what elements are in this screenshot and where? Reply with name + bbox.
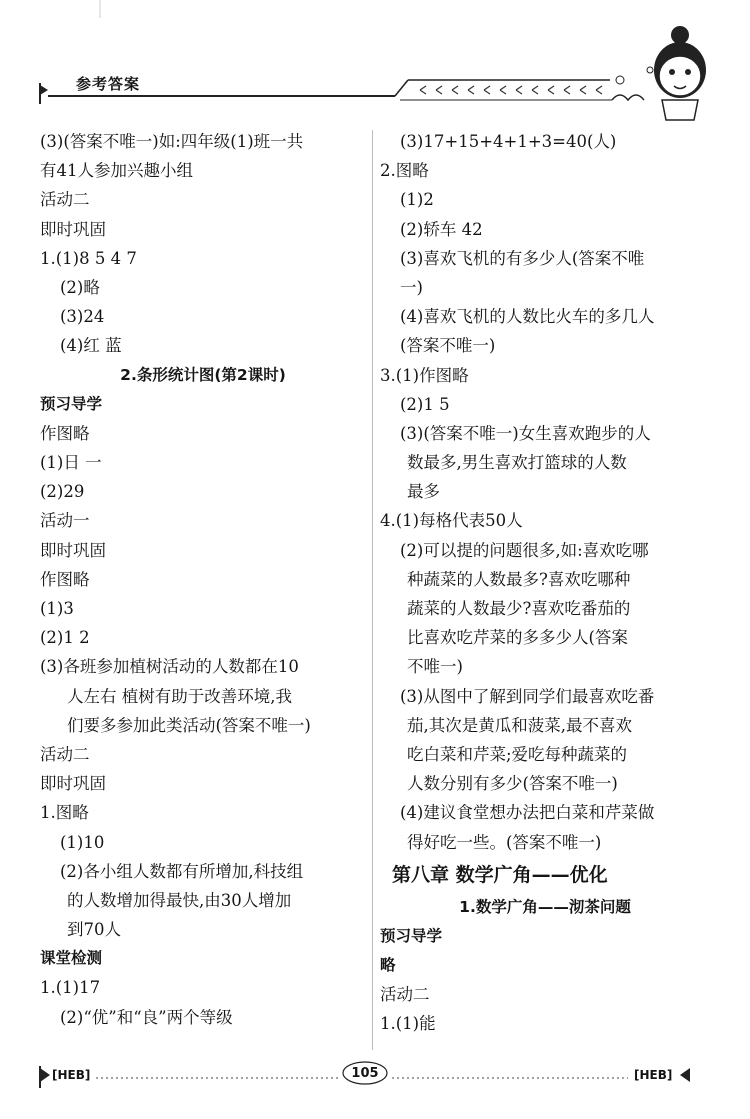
answer-line: (4)喜欢飞机的人数比火车的多几人 [400,307,655,327]
subsection-heading: 预习导学 [380,926,443,945]
chapter-title: 第八章 数学广角——优化 [392,863,608,886]
answer-line: 有41人参加兴趣小组 [40,161,193,181]
answer-line: (2)29 [40,482,85,502]
answer-line: 吃白菜和芹菜;爱吃每种蔬菜的 [407,744,628,764]
answer-line: (答案不唯一) [400,336,496,356]
answer-line: 蔬菜的人数最少?喜欢吃番茄的 [407,599,631,618]
footer-decoration [0,1048,750,1119]
answer-line: 作图略 [40,423,90,443]
answer-line: 即时巩固 [40,219,106,239]
column-divider [372,130,373,1050]
answer-line: 活动二 [380,985,430,1005]
footer-tag-left: [HEB] [52,1068,91,1082]
answer-line: 即时巩固 [40,540,106,560]
answer-line: (2)略 [60,277,100,297]
answer-line: (1)2 [400,190,434,210]
answer-line: (1)3 [40,599,74,618]
answer-line: 3.(1)作图略 [380,365,469,385]
answer-line: 一) [400,277,423,297]
answer-line: 得好吃一些。(答案不唯一) [407,832,602,852]
answer-line: 活动一 [40,511,90,531]
answer-line: 4.(1)每格代表50人 [380,511,523,531]
subsection-heading: 课堂检测 [40,949,103,968]
answer-line: 活动二 [40,744,90,764]
answer-line: 比喜欢吃芹菜的多多少人(答案 [407,628,628,648]
answer-line: (2)“优”和“良”两个等级 [60,1007,233,1027]
subsection-heading: 预习导学 [40,394,103,413]
answer-line: 2.图略 [380,161,429,181]
page-number: 105 [351,1066,379,1081]
cartoon-girl-icon [100,0,706,120]
answer-line: 活动二 [40,190,90,210]
answer-line: 1.(1)17 [40,978,101,998]
answer-line: 人数分别有多少(答案不唯一) [407,774,618,794]
right-column [380,127,710,1039]
answer-line: (1)日 一 [40,453,102,473]
section-heading: 2.条形统计图(第2课时) [120,365,286,384]
left-column [40,127,366,1032]
header-decoration [0,0,750,130]
answer-line: 到70人 [67,920,121,940]
answer-line: (2)1 5 [400,394,450,414]
answer-line: (3)(答案不唯一)女生喜欢跑步的人 [400,423,651,443]
answer-line: 不唯一) [407,657,463,677]
answer-line: 1.(1)8 5 4 7 [40,248,137,268]
answer-line: (3)喜欢飞机的有多少人(答案不唯 [400,248,645,268]
answer-line: (2)轿车 42 [400,219,483,239]
answer-line: 数最多,男生喜欢打篮球的人数 [407,453,627,473]
answer-line: 1.图略 [40,803,89,823]
answer-line: 人左右 植树有助于改善环境,我 [67,686,292,706]
section-heading: 1.数学广角——沏茶问题 [459,897,631,916]
answer-line: (3)17+15+4+1+3=40(人) [400,132,617,151]
answer-line: (3)24 [60,307,105,327]
answer-line: 略 [380,956,396,975]
answer-line: 茄,其次是黄瓜和菠菜,最不喜欢 [407,715,632,735]
answer-line: (3)各班参加植树活动的人数都在10 [40,657,299,677]
answer-line: (1)10 [60,832,105,852]
header-title: 参考答案 [76,75,141,93]
answer-line: 最多 [407,482,440,502]
answer-line: (3)从图中了解到同学们最喜欢吃番 [400,686,655,706]
page-header [0,0,750,130]
answer-line: 的人数增加得最快,由30人增加 [67,890,292,910]
answer-line: (4)红 蓝 [60,336,122,356]
answer-line: 1.(1)能 [380,1014,436,1034]
answer-line: (2)1 2 [40,628,90,648]
answer-line: 种蔬菜的人数最多?喜欢吃哪种 [407,569,631,589]
answer-line: (2)各小组人数都有所增加,科技组 [60,861,304,881]
answer-line: 即时巩固 [40,774,106,794]
footer-tag-right: [HEB] [634,1068,673,1082]
answer-line: 作图略 [40,569,90,589]
page-footer [0,1048,750,1119]
answer-line: (2)可以提的问题很多,如:喜欢吃哪 [400,540,649,560]
answer-line: 们要多参加此类活动(答案不唯一) [67,715,311,735]
answer-line: (4)建议食堂想办法把白菜和芹菜做 [400,803,655,823]
answer-line: (3)(答案不唯一)如:四年级(1)班一共 [40,132,304,151]
